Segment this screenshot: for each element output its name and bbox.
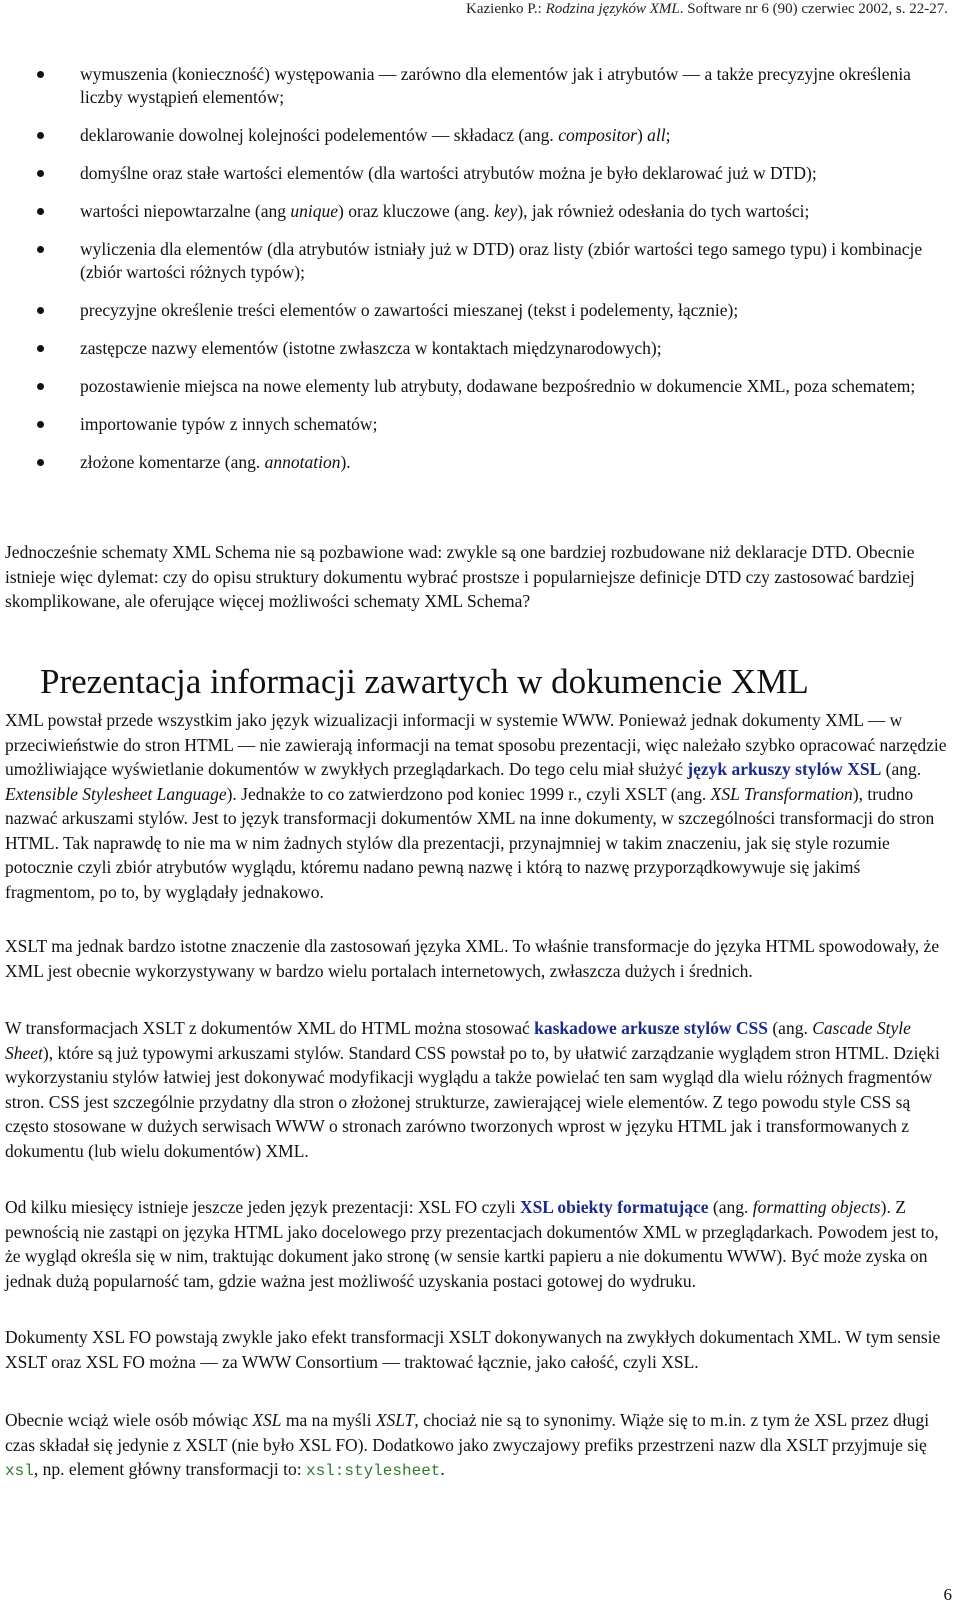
paragraph-xslfo (5, 1195, 950, 1293)
list-item (0, 238, 960, 284)
paragraph-xslt: XSLT ma jednak bardzo istotne znaczenie dla zastosowań języka XML. To właśnie transformacje do języka HTML spowodowały, że XML jest obecnie wykorzystywany w bardzo wielu portalach internetowych, zwłaszcza dużych i średnich. (5, 936, 940, 981)
list-item (0, 124, 960, 147)
paragraph-prefix (5, 1408, 950, 1484)
paragraph-text: ). Z pewnością nie zastąpi on języka HTML jako docelowego przy prezentacjach dokumentów XML w przeglądarkach. Powodem jest to, że wygląd określa się w nim, traktując dokument jako stronę (w sensie kartki papieru a nie dokumentu WWW). Być może zyska on jednak dużą popularność tam, gdzie ważna jest możliwość uzyskania postaci gotowej do wydruku. (5, 1197, 939, 1291)
item-text: wyliczenia dla elementów (dla atrybutów istniały już w DTD) oraz listy (zbiór wartości tego samego typu) i kombinacje (zbiór wartości różnych typów); (80, 239, 923, 282)
list-item (0, 375, 960, 398)
item-text: wartości niepowtarzalne (ang (80, 201, 291, 221)
bullet-icon (37, 345, 44, 352)
item-text: złożone komentarze (ang. (80, 452, 265, 472)
paragraph-text: XML powstał przede wszystkim jako język wizualizacji informacji w systemie WWW. Ponieważ jednak dokumenty XML — w przeciwieństwie do stron HTML — nie zawierają informacji na temat sposobu prezentacji, więc należało szybko opracować narzędzie umożliwiające wyświetlanie dokumentów w zwykłych przeglądarkach. Do tego celu miał służyć (5, 710, 947, 779)
bullet-icon (37, 170, 44, 177)
paragraph-text: ). Jednakże to co zatwierdzono pod koniec 1999 r., czyli XSLT (ang. (226, 783, 711, 804)
link-xslfo[interactable]: XSL obiekty formatujące (519, 1197, 709, 1217)
list-item (0, 162, 960, 185)
header-source: . Software nr 6 (90) czerwiec 2002, s. 22-27. (679, 1, 948, 17)
term-italic: Extensible Stylesheet Language (5, 783, 227, 804)
header-title: Rodzina języków XML (545, 1, 680, 17)
bullet-icon (37, 421, 44, 428)
paragraph-text: (ang. (881, 759, 922, 779)
item-text: wymuszenia (konieczność) występowania — zarówno dla elementów jak i atrybutów — a także precyzyjne określenia liczby wystąpień elementów; (80, 64, 911, 107)
term-italic: formatting objects (752, 1197, 881, 1217)
link-xsl[interactable]: język arkuszy stylów XSL (687, 759, 882, 779)
list-item (0, 63, 960, 109)
list-item (0, 413, 960, 436)
bullet-icon (37, 246, 44, 253)
list-item (0, 337, 960, 360)
paragraph-text: ma na myśli (281, 1410, 376, 1430)
item-term: all (647, 125, 666, 145)
bullet-icon (37, 71, 44, 78)
item-text: domyślne oraz stałe wartości elementów (dla wartości atrybutów można je było deklarować już w DTD); (80, 163, 817, 183)
link-css[interactable]: kaskadowe arkusze stylów CSS (534, 1018, 768, 1038)
bullet-icon (37, 383, 44, 390)
bullet-icon (37, 307, 44, 314)
paragraph-text: . (440, 1459, 445, 1479)
term-italic: XSLT (375, 1410, 415, 1430)
feature-list (0, 63, 960, 489)
paragraph-text: Obecnie wciąż wiele osób mówiąc (5, 1410, 253, 1430)
term-italic: Cascade Style Sheet (5, 1018, 911, 1063)
paragraph-xsl (5, 708, 950, 904)
item-text: deklarowanie dowolnej kolejności podelementów — składacz (ang. (80, 125, 559, 145)
bullet-icon (37, 459, 44, 466)
item-text: importowanie typów z innych schematów; (80, 414, 378, 434)
section-heading: Prezentacja informacji zawartych w dokumencie XML (40, 662, 809, 701)
item-text: ) (636, 125, 648, 145)
paragraph-text: ), które są już typowymi arkuszami stylów. Standard CSS powstał po to, by ułatwić zarządzanie wyglądem stron HTML. Dzięki wykorzystaniu stylów łatwiej jest dokonywać modyfikacji wyglądu a także powielać ten sam wygląd dla wielu różnych fragmentów stron. CSS jest szczególnie przydatny dla stron o złożonej strukturze, zawierającej wiele elementów. Z tego powodu style CSS są często stosowane w dużych serwisach WWW o stronach zarówno tworzonych wprost w języku HTML jak i transformowanych z dokumentu (lub wielu dokumentów) XML. (5, 1042, 940, 1161)
paragraph-consortium: Dokumenty XSL FO powstają zwykle jako efekt transformacji XSLT dokonywanych na zwykłych dokumentach XML. W tym sensie XSLT oraz XSL FO można — za WWW Consortium — traktować łącznie, jako całość, czyli XSL. (5, 1327, 941, 1372)
paragraph-text: , chociaż nie są to synonimy. Wiąże się to m.in. z tym że XSL przez długi czas składał się jedynie z XSLT (nie było XSL FO). Dodatkowo jako zwyczajowy prefiks przestrzeni nazw dla XSLT przyjmuje się (5, 1410, 930, 1455)
bullet-icon (37, 208, 44, 215)
item-term: compositor (558, 125, 637, 145)
item-term: unique (290, 201, 339, 221)
paragraph-css (5, 1016, 950, 1163)
item-text: ) oraz kluczowe (ang. (338, 201, 495, 221)
list-item (0, 200, 960, 223)
bullet-icon (37, 132, 44, 139)
list-item (0, 299, 960, 322)
header-author: Kazienko P.: (466, 1, 546, 17)
list-item (0, 451, 960, 474)
paragraph-text: (ang. (708, 1197, 753, 1217)
paragraph-text: W transformacjach XSLT z dokumentów XML do HTML można stosować (5, 1018, 535, 1038)
item-text: ; (665, 125, 671, 145)
paragraph-text: ), trudno nazwać arkuszami stylów. Jest to język transformacji dokumentów XML na inne dokumenty, w szczególności transformacji do stron HTML. Tak naprawdę to nie ma w nim żadnych stylów dla prezentacji, przynajmniej w takim znaczeniu, jak się style rozumie potocznie czyli zbiór atrybutów wyglądu, któremu nadano pewną nazwę i którą to nazwę przyporządkowywuje się jakimś fragmentom, po to, by wyglądały jednakowo. (5, 783, 935, 902)
paragraph-text: (ang. (767, 1018, 813, 1038)
item-text: zastępcze nazwy elementów (istotne zwłaszcza w kontaktach międzynarodowych); (80, 338, 662, 358)
paragraph-intro: Jednocześnie schematy XML Schema nie są pozbawione wad: zwykle są one bardziej rozbudowane niż deklaracje DTD. Obecnie istnieje więc dylemat: czy do opisu struktury dokumentu wybrać prostsze i popularniejsze definicje DTD czy zastosować bardziej skomplikowane, ale oferujące więcej możliwości schematy XML Schema? (5, 542, 915, 611)
paragraph-text: Od kilku miesięcy istnieje jeszcze jeden język prezentacji: XSL FO czyli (5, 1197, 520, 1217)
code-xsl: xsl (5, 1462, 34, 1480)
item-text: ), jak również odesłania do tych wartości; (517, 201, 810, 221)
item-text: precyzyjne określenie treści elementów o zawartości mieszanej (tekst i podelementy, łącznie); (80, 300, 739, 320)
code-stylesheet: xsl:stylesheet (305, 1462, 441, 1480)
item-term: key (494, 201, 518, 221)
running-header (466, 0, 948, 18)
paragraph-text: , np. element główny transformacji to: (33, 1459, 306, 1479)
item-text: ). (340, 452, 351, 472)
item-term: annotation (264, 452, 341, 472)
term-italic: XSL (252, 1410, 282, 1430)
term-italic: XSL Transformation (710, 783, 853, 804)
page-number: 6 (943, 1585, 952, 1604)
item-text: pozostawienie miejsca na nowe elementy lub atrybuty, dodawane bezpośrednio w dokumencie XML, poza schematem; (80, 376, 916, 396)
